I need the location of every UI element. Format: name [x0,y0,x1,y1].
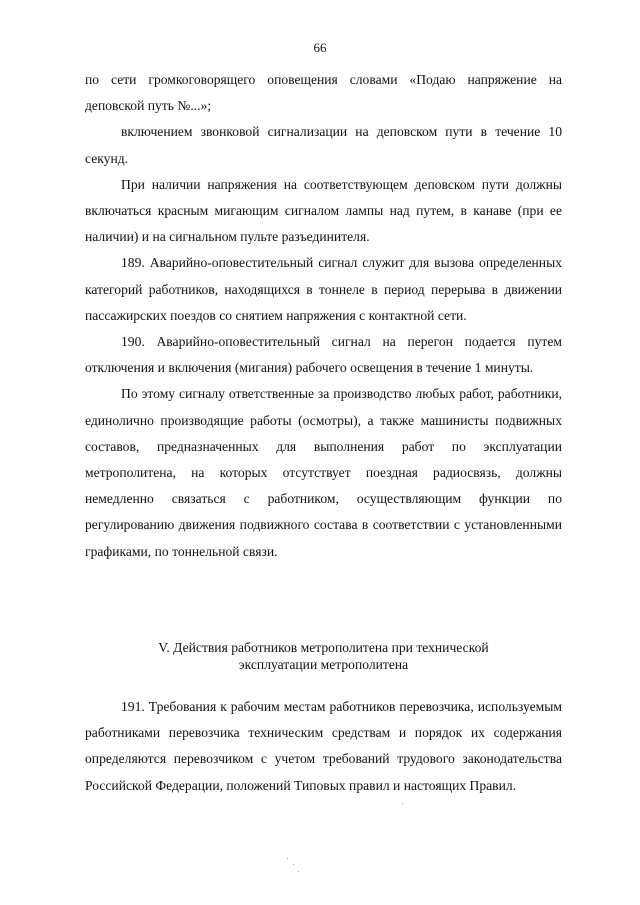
scan-speck [402,803,403,804]
paragraph: 190. Аварийно-оповестительный сигнал на перегон подается путем отключения и включения (мигания) рабочего освещения в течение 1 минуты. [85,334,562,376]
scan-speck [287,858,288,859]
body-text-block-1 [85,67,562,565]
section-heading-line-2: эксплуатации метрополитена [238,657,409,672]
paragraph: По этому сигналу ответственные за производство любых работ, работники, единолично производящие работы (осмотры), а также машинисты подвижных составов, предназначенных для выполнения работ по эксплуатации метрополитена, на которых отсутствует поездная радиосвязь, должны немедленно связаться с работником, осуществляющим функции по регулированию движения подвижного состава в соответствии с установленными графиками, по тоннельной связи. [85,386,562,559]
scan-speck [293,864,294,865]
paragraph: При наличии напряжения на соответствующем деповском пути должны включаться красным мигающим сигналом лампы над путем, в канаве (при ее наличии) и на сигнальном пульте разъединителя. [85,176,562,245]
page-number: 66 [313,40,327,55]
paragraph: 191. Требования к рабочим местам работников перевозчика, используемым работниками перевозчика техническим средствам и порядок их содержания определяются перевозчиком с учетом требований трудового законодательства Российской Федерации, положений Типовых правил и настоящих Правил. [85,699,562,793]
body-text-block-2 [85,694,562,799]
paragraph: 189. Аварийно-оповестительный сигнал служит для вызова определенных категорий работников, находящихся в тоннеле в период перерыва в движении пассажирских поездов со снятием напряжения с контактной сети. [85,255,562,323]
scan-speck [298,871,299,872]
paragraph: по сети громкоговорящего оповещения словами «Подаю напряжение на деповской путь №...»; [85,72,562,114]
section-heading-line-1: V. Действия работников метрополитена при технической [158,640,489,655]
paragraph: включением звонковой сигнализации на деповском пути в течение 10 секунд. [85,124,562,166]
section-heading [85,639,562,673]
